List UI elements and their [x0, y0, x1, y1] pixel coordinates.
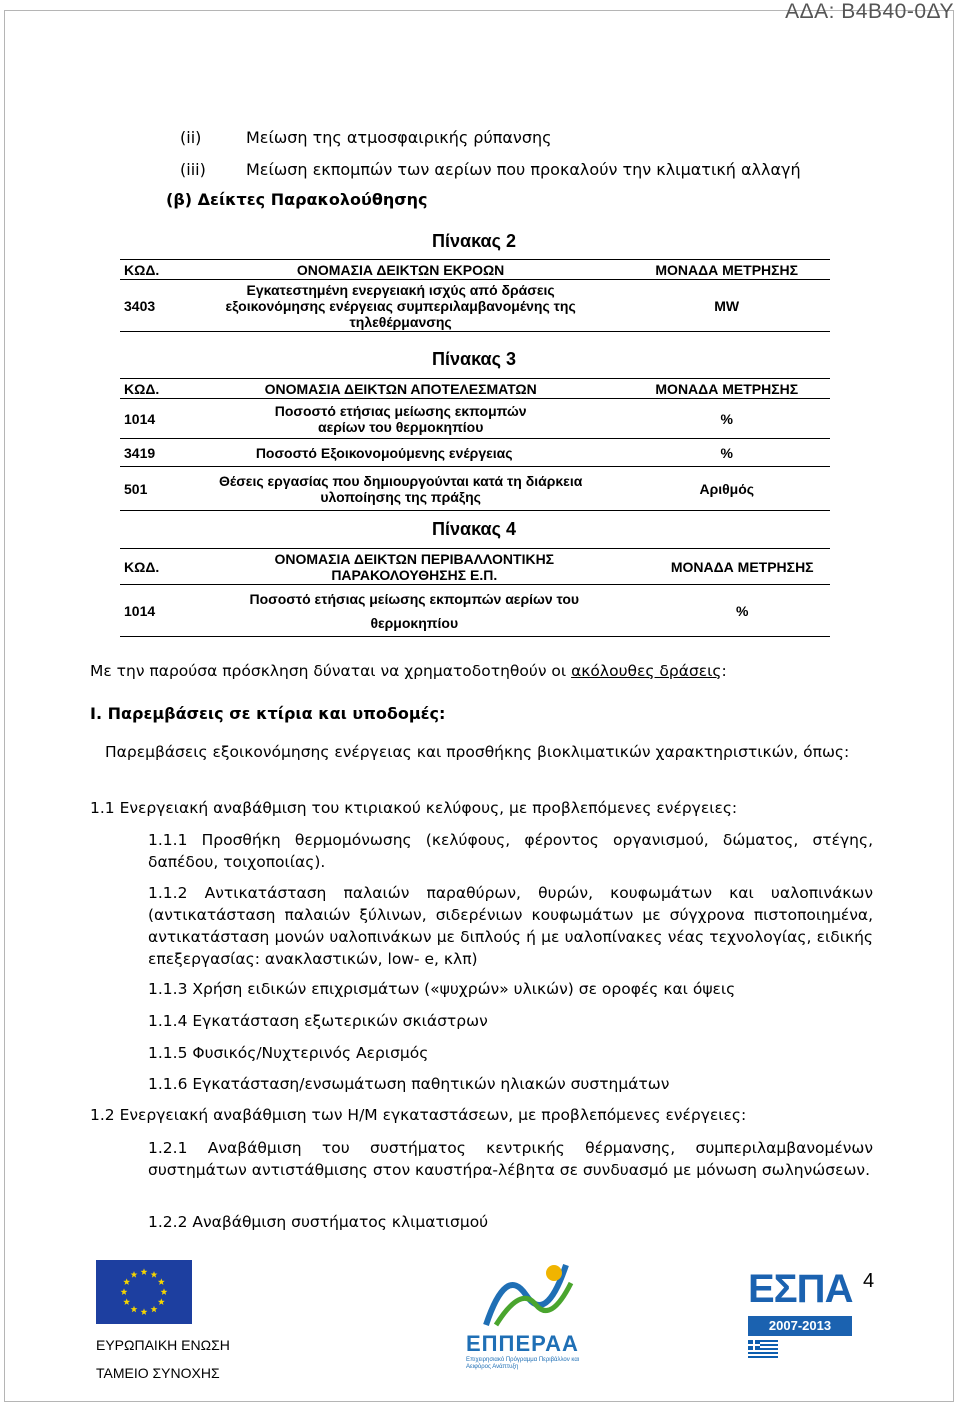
cell-name-line: θερμοκηπίου	[370, 614, 459, 631]
header-code: ΚΩΔ.	[120, 549, 174, 585]
item-1-1-6: 1.1.6 Εγκατάσταση/ενσωμάτωση παθητικών ηλιακών συστημάτων	[148, 1075, 670, 1093]
section-heading: (β) Δείκτες Παρακολούθησης	[166, 190, 428, 209]
cell-code: 1014	[120, 399, 178, 439]
list-item-text: Μείωση εκπομπών των αερίων που προκαλούν την κλιματική αλλαγή	[246, 160, 801, 179]
epperaa-wordmark: ΕΠΠΕΡΑΑ	[466, 1331, 579, 1356]
cell-name: Εγκατεστημένη ενεργειακή ισχύς από δράσεις εξοικονόμησης ενέργειας συμπεριλαμβανομένης της τηλεθέρμανσης	[178, 280, 624, 332]
item-1-2-1: 1.2.1 Αναβάθμιση του συστήματος κεντρικής θέρμανσης, συμπεριλαμβανομένων συστημάτων αντιστάθμισης στον καυστήρα-λέβητα σε συνδυασμό με μόνωση σωληνώσεων.	[148, 1139, 873, 1179]
header-name: ΟΝΟΜΑΣΙΑ ΔΕΙΚΤΩΝ ΠΕΡΙΒΑΛΛΟΝΤΙΚΗΣ ΠΑΡΑΚΟΛΟΥΘΗΣΗΣ Ε.Π.	[174, 549, 654, 585]
header-code: ΚΩΔ.	[120, 260, 178, 280]
header-unit: ΜΟΝΑΔΑ ΜΕΤΡΗΣΗΣ	[624, 379, 830, 399]
greek-flag-icon	[748, 1340, 778, 1358]
cell-name: Ποσοστό ετήσιας μείωσης εκπομπών αερίων του θερμοκηπίου	[178, 399, 624, 439]
table-row	[120, 399, 830, 439]
table-row	[120, 585, 830, 637]
table-row	[120, 280, 830, 332]
eu-flag-logo	[96, 1260, 192, 1328]
table-caption: Πίνακας 2	[432, 231, 516, 251]
ada-code: ΑΔΑ: Β4Β40-0ΔΥ	[785, 0, 954, 23]
espa-wordmark: ΕΣΠΑ	[748, 1267, 853, 1311]
intro-link-text: ακόλουθες δράσεις	[571, 662, 722, 680]
subsection-1-2: 1.2 Ενεργειακή αναβάθμιση των Η/Μ εγκαταστάσεων, με προβλεπόμενες ενέργειες:	[90, 1106, 747, 1124]
item-1-1-5: 1.1.5 Φυσικός/Νυχτερινός Αερισμός	[148, 1044, 429, 1062]
espa-years: 2007-2013	[748, 1316, 852, 1336]
epperaa-emblem-icon	[466, 1255, 586, 1329]
table-header-row	[120, 260, 830, 280]
item-1-1-1: 1.1.1 Προσθήκη θερμομόνωσης (κελύφους, φέροντος οργανισμού, δώματος, στέγης, δαπέδου, τοιχοποιίας).	[148, 831, 873, 871]
list-item-num: (iii)	[180, 160, 206, 179]
fund-label: ΤΑΜΕΙΟ ΣΥΝΟΧΗΣ	[96, 1365, 220, 1381]
eu-label: ΕΥΡΩΠΑΙΚΗ ΕΝΩΣΗ	[96, 1337, 230, 1353]
cell-name-line: Ποσοστό ετήσιας μείωσης εκπομπών αερίων του	[249, 590, 580, 607]
cell-unit: MW	[623, 280, 830, 332]
eu-flag-icon	[96, 1260, 192, 1324]
item-1-1-4: 1.1.4 Εγκατάσταση εξωτερικών σκιάστρων	[148, 1012, 488, 1030]
table-header-row	[120, 549, 830, 585]
subsection-1-1: 1.1 Ενεργειακή αναβάθμιση του κτιριακού κελύφους, με προβλεπόμενες ενέργειες:	[90, 799, 738, 817]
header-unit: ΜΟΝΑΔΑ ΜΕΤΡΗΣΗΣ	[654, 549, 830, 585]
cell-name: Ποσοστό Εξοικονομούμενης ενέργειας	[178, 439, 624, 467]
indicators-table-4	[120, 548, 830, 637]
header-code: ΚΩΔ.	[120, 379, 178, 399]
cell-name: Θέσεις εργασίας που δημιουργούνται κατά τη διάρκεια υλοποίησης της πράξης	[178, 467, 624, 511]
item-1-2-2: 1.2.2 Αναβάθμιση συστήματος κλιματισμού	[148, 1213, 489, 1231]
cell-code: 3403	[120, 280, 178, 332]
intro-text: Με την παρούσα πρόσκληση δύναται να χρηματοδοτηθούν οι	[90, 662, 572, 680]
table-caption: Πίνακας 4	[432, 519, 516, 539]
table-row	[120, 439, 830, 467]
header-unit: ΜΟΝΑΔΑ ΜΕΤΡΗΣΗΣ	[623, 260, 830, 280]
cell-code: 501	[120, 467, 178, 511]
indicators-table-3	[120, 378, 830, 511]
page-number: 4	[863, 1270, 875, 1292]
table-header-row	[120, 379, 830, 399]
cell-code: 3419	[120, 439, 178, 467]
item-1-1-3: 1.1.3 Χρήση ειδικών επιχρισμάτων («ψυχρών» υλικών) σε οροφές και όψεις	[148, 980, 736, 998]
cell-name	[174, 585, 654, 637]
intro-colon: :	[721, 662, 727, 680]
table-caption: Πίνακας 3	[432, 349, 516, 369]
item-1-1-2: 1.1.2 Αντικατάσταση παλαιών παραθύρων, θυρών, κουφωμάτων και υαλοπινάκων (αντικατάσταση παλαιών ξύλινων, σιδερένιων κουφωμάτων με σύγχρονα πιστοποιημένα, αντικατάσταση μονών υαλοπινάκων με διπλούς ή με υαλοπίνακες νέας τεχνολογίας, ειδικής επεξεργασίας: ανακλαστικών, low- e, κλπ)	[148, 884, 873, 968]
cell-unit: Αριθμός	[624, 467, 830, 511]
section-I-description: Παρεμβάσεις εξοικονόμησης ενέργειας και προσθήκης βιοκλιματικών χαρακτηριστικών, όπως:	[105, 743, 850, 761]
indicators-table-2	[120, 259, 830, 332]
section-I-heading: Ι. Παρεμβάσεις σε κτίρια και υποδομές:	[90, 704, 446, 723]
table-row	[120, 467, 830, 511]
epperaa-logo	[466, 1255, 586, 1375]
epperaa-subtitle: Επιχειρησιακό Πρόγραμμα Περιβάλλον και Αειφόρος Ανάπτυξη	[466, 1357, 580, 1370]
header-name: ΟΝΟΜΑΣΙΑ ΔΕΙΚΤΩΝ ΑΠΟΤΕΛΕΣΜΑΤΩΝ	[178, 379, 624, 399]
list-item-num: (ii)	[180, 128, 202, 147]
espa-logo	[748, 1268, 856, 1368]
cell-unit: %	[624, 399, 830, 439]
cell-unit: %	[624, 439, 830, 467]
cell-unit: %	[654, 585, 830, 637]
header-name: ΟΝΟΜΑΣΙΑ ΔΕΙΚΤΩΝ ΕΚΡΟΩΝ	[178, 260, 624, 280]
cell-code: 1014	[120, 585, 174, 637]
list-item-text: Μείωση της ατμοσφαιρικής ρύπανσης	[246, 128, 552, 147]
intro-paragraph	[90, 660, 860, 682]
